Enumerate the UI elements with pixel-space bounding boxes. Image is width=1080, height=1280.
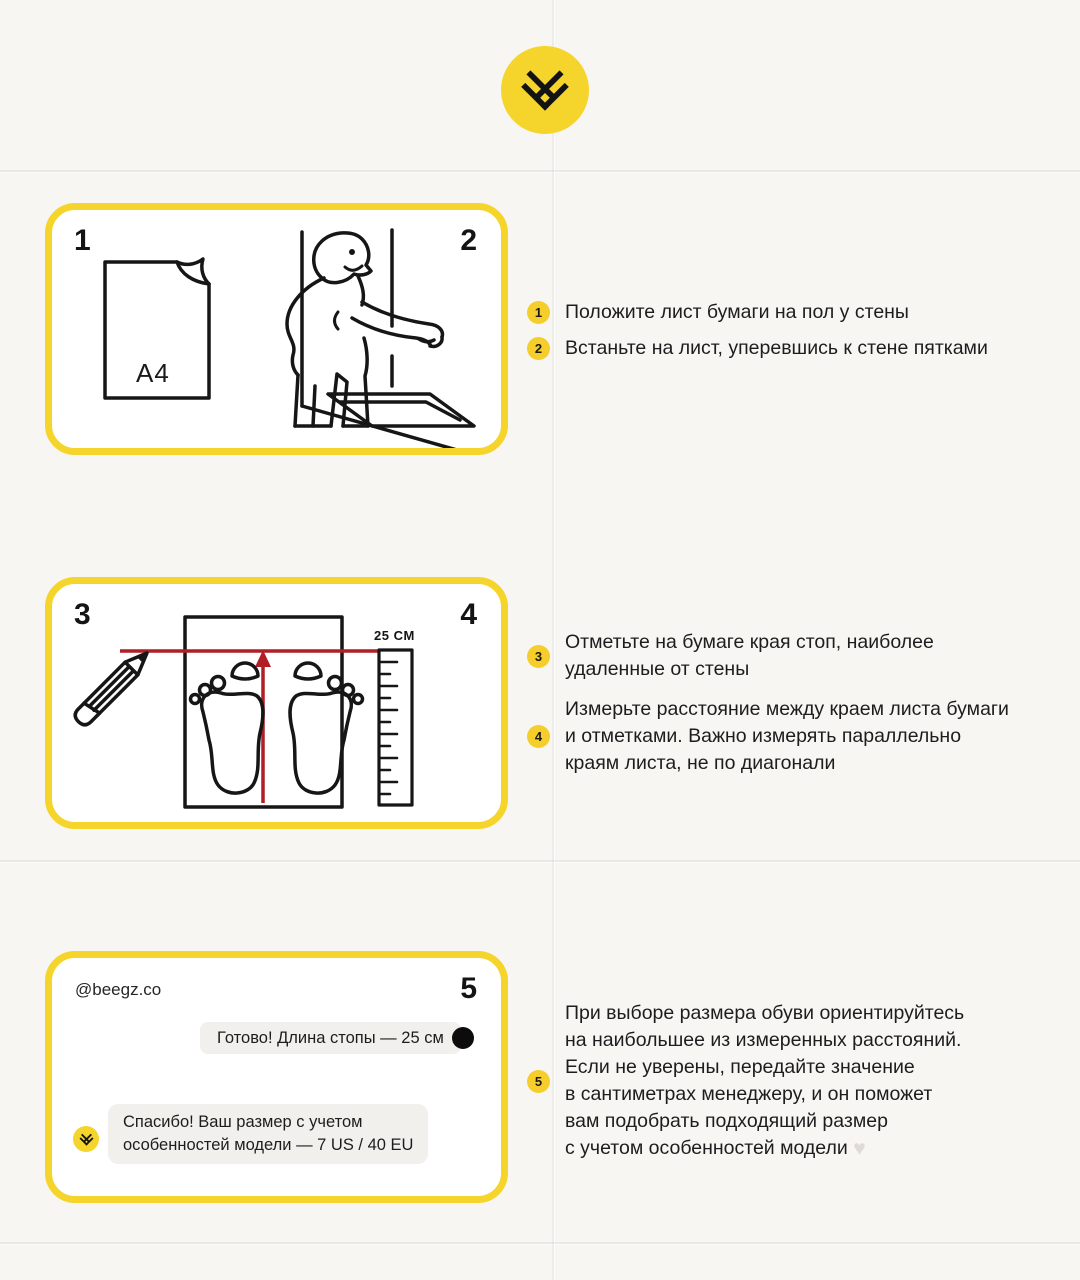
- steps-1-2-text: [527, 299, 988, 371]
- step-5-badge: 5: [527, 1070, 550, 1093]
- step-2-row: [527, 335, 988, 362]
- beegz-logo-icon: [519, 64, 571, 116]
- panel2-number-left: 3: [74, 598, 91, 631]
- heart-icon: ♥: [853, 1137, 866, 1160]
- paper-crease: [0, 1242, 1080, 1244]
- step-5-text-block: [527, 1000, 964, 1162]
- chat-user-bubble: [200, 1022, 461, 1054]
- panel1-number-right: 2: [460, 224, 477, 257]
- person-at-wall-illustration: [282, 226, 502, 448]
- bot-avatar: [73, 1126, 99, 1152]
- chat-bot-bubble: [108, 1104, 428, 1164]
- user-avatar: [452, 1027, 474, 1049]
- steps-3-4-text: [527, 629, 1009, 790]
- paper-crease: [0, 170, 1080, 172]
- panel2-number-right: 4: [460, 598, 477, 631]
- step-3-text: Отметьте на бумаге края стоп, наиболее удаленные от стены: [565, 631, 934, 680]
- step-1-badge: 1: [527, 301, 550, 324]
- ruler-label: 25 CM: [374, 628, 415, 643]
- chat-bot-text-line: Спасибо! Ваш размер с учетом: [123, 1113, 363, 1131]
- chat-bot-text-line: особенностей модели — 7 US / 40 EU: [123, 1136, 414, 1154]
- a4-label: A4: [136, 358, 170, 388]
- panel-step-5-chat: [45, 951, 508, 1203]
- bot-avatar-logo-icon: [79, 1132, 94, 1147]
- step-2-badge: 2: [527, 337, 550, 360]
- panel1-number-left: 1: [74, 224, 91, 257]
- panel-steps-1-2: [45, 203, 508, 455]
- brand-handle: @beegz.co: [75, 980, 162, 999]
- beegz-logo: [501, 46, 589, 134]
- step-4-badge: 4: [527, 725, 550, 748]
- step-4-row: [527, 696, 1009, 777]
- foot-measuring-illustration: [52, 584, 501, 822]
- panel-steps-3-4: [45, 577, 508, 829]
- step-3-row: [527, 629, 1009, 683]
- panel3-number: 5: [460, 972, 477, 1005]
- step-3-badge: 3: [527, 645, 550, 668]
- chat-user-text: Готово! Длина стопы — 25 см: [217, 1029, 444, 1047]
- paper-crease: [0, 860, 1080, 862]
- step-1-row: [527, 299, 988, 326]
- step-4-text: Измерьте расстояние между краем листа бумаги и отметками. Важно измерять параллельно краям листа, не по диагонали: [565, 698, 1009, 774]
- step-2-text: Встаньте на лист, уперевшись к стене пятками: [565, 337, 988, 359]
- step-1-text: Положите лист бумаги на пол у стены: [565, 301, 909, 323]
- step-5-text: При выборе размера обуви ориентируйтесь на наибольшее из измеренных расстояний. Если не уверены, передайте значение в сантиметрах менеджеру, и он поможет вам подобрать подходящий размер с учетом особенностей модели ♥: [565, 1002, 965, 1160]
- step-5-row: [527, 1000, 964, 1162]
